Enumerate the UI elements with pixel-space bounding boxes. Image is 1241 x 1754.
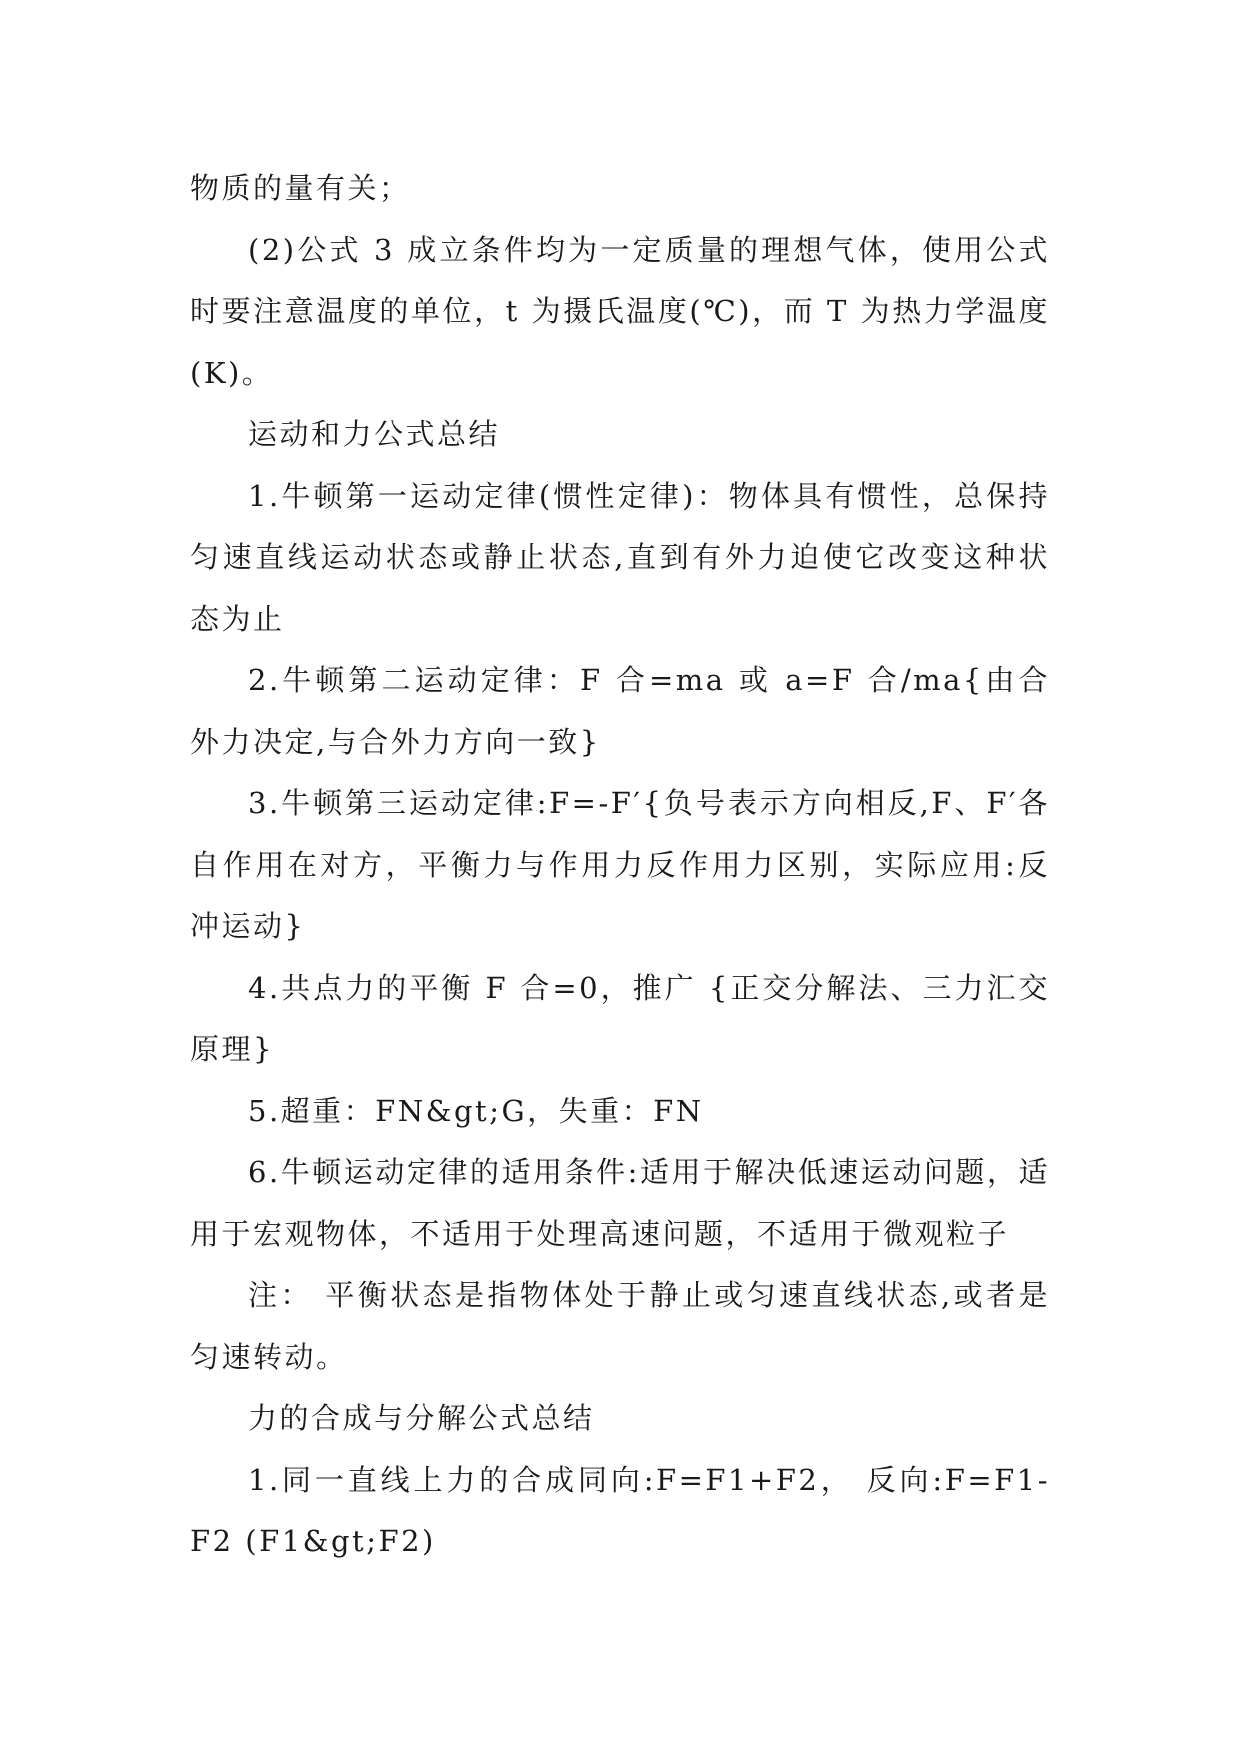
paragraph-concurrent-force-equilibrium: 4.共点力的平衡 F 合=0，推广 {正交分解法、三力汇交原理} — [190, 970, 1050, 1066]
paragraph-newton-first-law: 1.牛顿第一运动定律(惯性定律)：物体具有惯性，总保持匀速直线运动状态或静止状态,直到有外力迫使它改变这种状态为止 — [190, 478, 1050, 636]
paragraph-gas-law-note: (2)公式 3 成立条件均为一定质量的理想气体，使用公式时要注意温度的单位，t 为摄氏温度(℃)，而 T 为热力学温度(K)。 — [190, 232, 1050, 390]
paragraph-newton-laws-applicability: 6.牛顿运动定律的适用条件:适用于解决低速运动问题，适用于宏观物体，不适用于处理高速问题，不适用于微观粒子 — [190, 1155, 1050, 1251]
section-heading-force-composition: 力的合成与分解公式总结 — [248, 1401, 595, 1435]
paragraph-continuation: 物质的量有关； — [190, 171, 411, 205]
paragraph-collinear-force-composition: 1.同一直线上力的合成同向:F=F1+F2， 反向:F=F1-F2 (F1&gt;F2) — [190, 1462, 1050, 1558]
paragraph-equilibrium-note: 注： 平衡状态是指物体处于静止或匀速直线状态,或者是匀速转动。 — [190, 1278, 1050, 1374]
paragraph-newton-third-law: 3.牛顿第三运动定律:F=-F′{负号表示方向相反,F、F′各自作用在对方，平衡力与作用力反作用力区别，实际应用:反冲运动} — [190, 786, 1050, 943]
document-body — [190, 158, 1050, 1573]
section-heading-motion-force: 运动和力公式总结 — [248, 417, 501, 451]
paragraph-newton-second-law: 2.牛顿第二运动定律：F 合=ma 或 a=F 合/ma{由合外力决定,与合外力方向一致} — [190, 663, 1050, 759]
paragraph-overweight-weightless: 5.超重：FN&gt;G，失重：FN — [248, 1093, 704, 1128]
